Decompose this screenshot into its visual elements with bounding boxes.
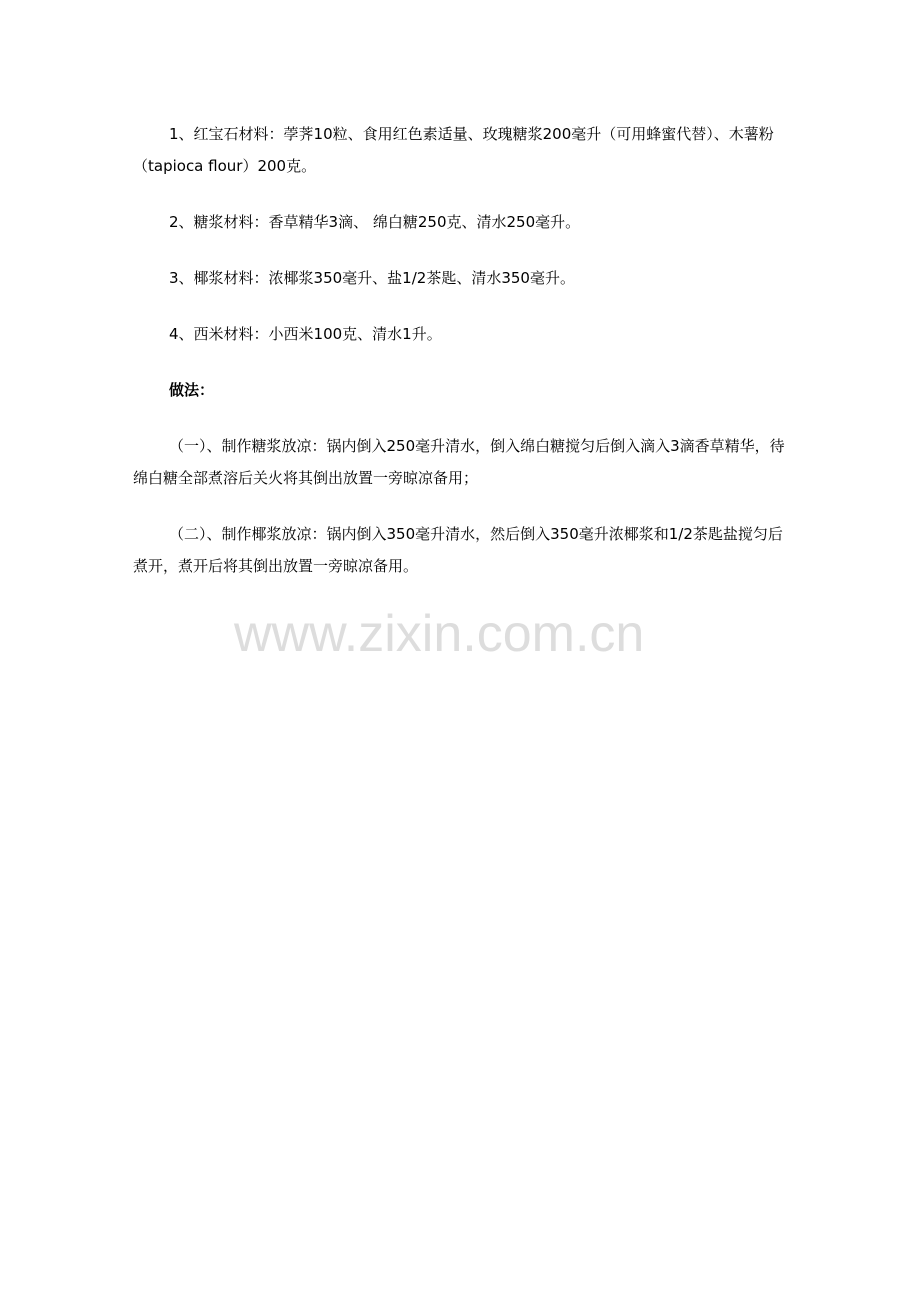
- ingredient-paragraph-3: 3、椰浆材料：浓椰浆350毫升、盐1/2茶匙、清水350毫升。: [169, 269, 575, 287]
- method-step-1: （一）、制作糖浆放凉：锅内倒入250毫升清水，倒入绵白糖搅匀后倒入滴入3滴香草精华，待绵白糖全部煮溶后关火将其倒出放置一旁晾凉备用；: [133, 437, 785, 487]
- ingredient-paragraph-4: 4、西米材料：小西米100克、清水1升。: [169, 325, 442, 343]
- ingredient-paragraph-2: 2、糖浆材料：香草精华3滴、 绵白糖250克、清水250毫升。: [169, 213, 581, 231]
- method-heading: 做法：: [169, 381, 215, 399]
- watermark: www.zixin.com.cn: [234, 605, 645, 663]
- method-step-2: （二）、制作椰浆放凉：锅内倒入350毫升清水，然后倒入350毫升浓椰浆和1/2茶匙盐搅匀后煮开，煮开后将其倒出放置一旁晾凉备用。: [133, 525, 783, 575]
- ingredient-paragraph-1: 1、红宝石材料：荸荠10粒、食用红色素适量、玫瑰糖浆200毫升（可用蜂蜜代替）、木薯粉（tapioca flour）200克。: [133, 125, 774, 175]
- document-body: [133, 118, 785, 606]
